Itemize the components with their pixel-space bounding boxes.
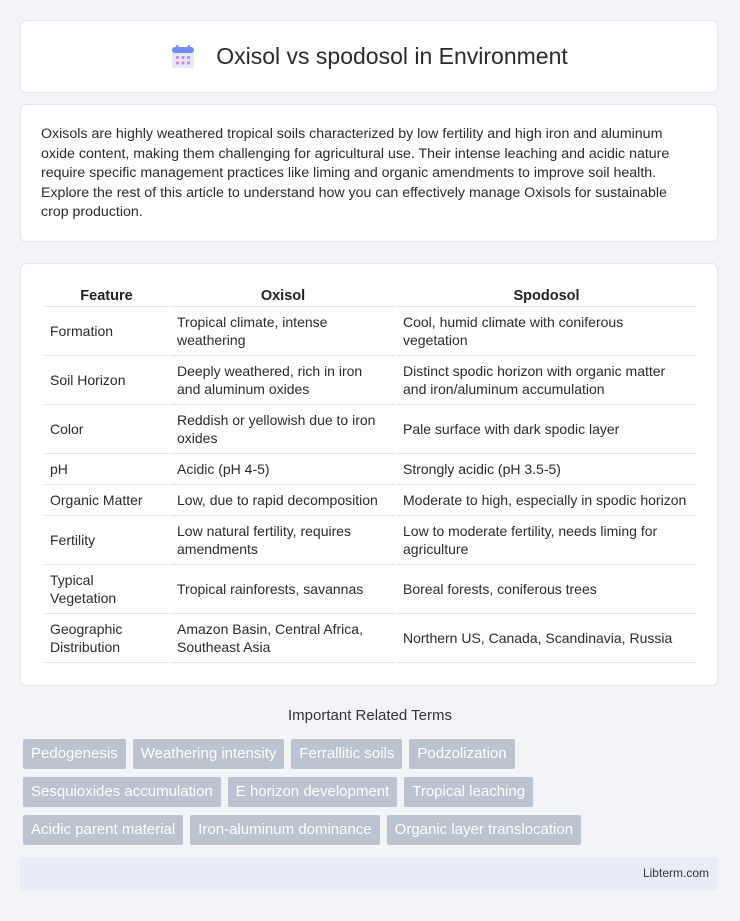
spodosol-cell: Cool, humid climate with coniferous vegetation [397,307,696,356]
tag-row [23,739,723,769]
table-row [44,307,696,356]
feature-cell: Fertility [44,516,169,565]
tag-organic-layer-translocation[interactable]: Organic layer translocation [387,815,581,845]
header-oxisol: Oxisol [171,284,395,307]
feature-cell: Typical Vegetation [44,565,169,614]
spodosol-cell: Low to moderate fertility, needs liming for agriculture [397,516,696,565]
table-row [44,356,696,405]
tag-pedogenesis[interactable]: Pedogenesis [23,739,126,769]
spodosol-cell: Strongly acidic (pH 3.5-5) [397,454,696,485]
tag-sesquioxides-accumulation[interactable]: Sesquioxides accumulation [23,777,221,807]
comparison-table [42,284,698,663]
related-terms-title: Important Related Terms [288,707,452,724]
table-row [44,454,696,485]
spodosol-cell: Northern US, Canada, Scandinavia, Russia [397,614,696,663]
tag-tropical-leaching[interactable]: Tropical leaching [404,777,533,807]
feature-cell: Organic Matter [44,485,169,516]
tag-weathering-intensity[interactable]: Weathering intensity [133,739,285,769]
table-row [44,614,696,663]
oxisol-cell: Acidic (pH 4-5) [171,454,395,485]
related-terms-list [23,739,723,853]
table-row [44,565,696,614]
footer-brand-link[interactable]: Libterm.com [642,866,709,880]
oxisol-cell: Deeply weathered, rich in iron and aluminum oxides [171,356,395,405]
calendar-icon [170,44,196,70]
feature-cell: Color [44,405,169,454]
feature-cell: Geographic Distribution [44,614,169,663]
spodosol-cell: Pale surface with dark spodic layer [397,405,696,454]
tag-podzolization[interactable]: Podzolization [409,739,514,769]
table-row [44,516,696,565]
oxisol-cell: Low natural fertility, requires amendments [171,516,395,565]
title-card [20,20,718,93]
oxisol-cell: Amazon Basin, Central Africa, Southeast Asia [171,614,395,663]
oxisol-cell: Tropical climate, intense weathering [171,307,395,356]
intro-card [20,104,718,242]
table-header-row [44,284,696,307]
feature-cell: pH [44,454,169,485]
page-title: Oxisol vs spodosol in Environment [216,43,568,69]
tag-row [23,777,723,807]
tag-iron-aluminum-dominance[interactable]: Iron-aluminum dominance [190,815,379,845]
feature-cell: Soil Horizon [44,356,169,405]
footer [20,857,718,890]
oxisol-cell: Reddish or yellowish due to iron oxides [171,405,395,454]
intro-paragraph: Oxisols are highly weathered tropical soils characterized by low fertility and high iron and aluminum oxide content, making them challenging for agricultural use. Their intense leaching and acidic nature require specific management practices like liming and organic amendments to improve soil health. Explore the rest of this article to understand how you can effectively manage Oxisols for sustainable crop production. [41,126,670,221]
table-row [44,485,696,516]
tag-e-horizon-development[interactable]: E horizon development [228,777,397,807]
header-feature: Feature [44,284,169,307]
spodosol-cell: Distinct spodic horizon with organic matter and iron/aluminum accumulation [397,356,696,405]
oxisol-cell: Tropical rainforests, savannas [171,565,395,614]
tag-row [23,815,723,845]
feature-cell: Formation [44,307,169,356]
spodosol-cell: Boreal forests, coniferous trees [397,565,696,614]
table-row [44,405,696,454]
comparison-card [20,263,718,686]
header-spodosol: Spodosol [397,284,696,307]
spodosol-cell: Moderate to high, especially in spodic horizon [397,485,696,516]
tag-ferrallitic-soils[interactable]: Ferrallitic soils [291,739,402,769]
tag-acidic-parent-material[interactable]: Acidic parent material [23,815,183,845]
oxisol-cell: Low, due to rapid decomposition [171,485,395,516]
